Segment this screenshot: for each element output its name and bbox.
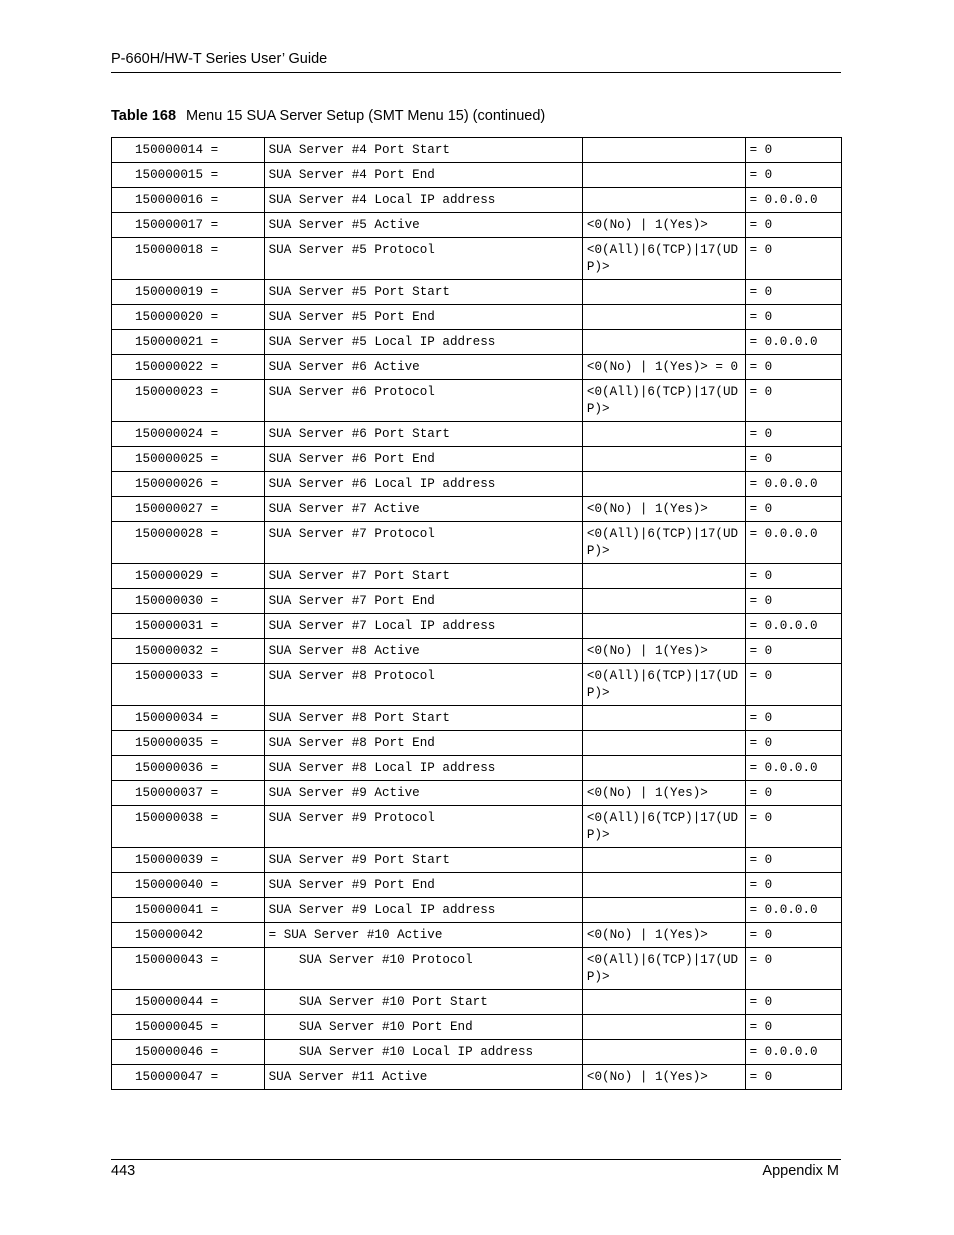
row-options: <0(All)|6(TCP)|17(UDP)> — [582, 806, 745, 848]
table-row — [112, 447, 842, 472]
row-id: 150000046 = — [112, 1040, 265, 1065]
row-options — [582, 873, 745, 898]
row-id: 150000025 = — [112, 447, 265, 472]
row-field: SUA Server #6 Port End — [264, 447, 582, 472]
row-options — [582, 731, 745, 756]
table-row — [112, 781, 842, 806]
table-row — [112, 330, 842, 355]
row-options — [582, 564, 745, 589]
table-row — [112, 990, 842, 1015]
table-row — [112, 163, 842, 188]
sua-server-table — [111, 137, 842, 1090]
row-value: = 0 — [745, 380, 841, 422]
table-row — [112, 497, 842, 522]
row-field: SUA Server #9 Local IP address — [264, 898, 582, 923]
row-options: <0(No) | 1(Yes)> — [582, 781, 745, 806]
row-field: SUA Server #7 Local IP address — [264, 614, 582, 639]
row-value: = 0 — [745, 355, 841, 380]
table-row — [112, 564, 842, 589]
row-field: SUA Server #6 Active — [264, 355, 582, 380]
row-id: 150000043 = — [112, 948, 265, 990]
row-options — [582, 1040, 745, 1065]
row-options — [582, 898, 745, 923]
row-id: 150000026 = — [112, 472, 265, 497]
row-value: = 0 — [745, 1015, 841, 1040]
row-options — [582, 614, 745, 639]
row-options — [582, 188, 745, 213]
row-value: = 0 — [745, 990, 841, 1015]
row-value: = 0 — [745, 305, 841, 330]
row-options — [582, 280, 745, 305]
row-options — [582, 1015, 745, 1040]
row-value: = 0 — [745, 497, 841, 522]
table-row — [112, 238, 842, 280]
row-field: = SUA Server #10 Active — [264, 923, 582, 948]
row-options — [582, 422, 745, 447]
table-row — [112, 213, 842, 238]
table-row — [112, 948, 842, 990]
row-id: 150000044 = — [112, 990, 265, 1015]
page-footer — [111, 1159, 841, 1179]
row-options — [582, 472, 745, 497]
row-value: = 0 — [745, 923, 841, 948]
row-options: <0(All)|6(TCP)|17(UDP)> — [582, 522, 745, 564]
row-id: 150000033 = — [112, 664, 265, 706]
row-options: <0(No) | 1(Yes)> = 0 — [582, 355, 745, 380]
row-field: SUA Server #5 Port End — [264, 305, 582, 330]
row-field: SUA Server #5 Port Start — [264, 280, 582, 305]
row-value: = 0 — [745, 564, 841, 589]
row-field: SUA Server #9 Port Start — [264, 848, 582, 873]
row-value: = 0 — [745, 447, 841, 472]
row-options — [582, 305, 745, 330]
row-value: = 0 — [745, 138, 841, 163]
row-id: 150000019 = — [112, 280, 265, 305]
row-value: = 0.0.0.0 — [745, 614, 841, 639]
table-row — [112, 639, 842, 664]
row-options — [582, 848, 745, 873]
row-id: 150000036 = — [112, 756, 265, 781]
row-field: SUA Server #10 Protocol — [264, 948, 582, 990]
row-id: 150000040 = — [112, 873, 265, 898]
page-number: 443 — [111, 1163, 136, 1179]
row-options — [582, 138, 745, 163]
table-row — [112, 873, 842, 898]
table-row — [112, 806, 842, 848]
row-value: = 0 — [745, 848, 841, 873]
row-options — [582, 990, 745, 1015]
row-id: 150000030 = — [112, 589, 265, 614]
table-row — [112, 188, 842, 213]
table-row — [112, 305, 842, 330]
row-id: 150000047 = — [112, 1065, 265, 1090]
row-value: = 0 — [745, 238, 841, 280]
row-options: <0(No) | 1(Yes)> — [582, 639, 745, 664]
row-options — [582, 589, 745, 614]
row-id: 150000037 = — [112, 781, 265, 806]
table-title: Menu 15 SUA Server Setup (SMT Menu 15) (continued) — [186, 108, 546, 124]
row-id: 150000024 = — [112, 422, 265, 447]
row-value: = 0.0.0.0 — [745, 188, 841, 213]
row-value: = 0 — [745, 948, 841, 990]
row-field: SUA Server #6 Port Start — [264, 422, 582, 447]
row-options: <0(All)|6(TCP)|17(UDP)> — [582, 948, 745, 990]
row-id: 150000045 = — [112, 1015, 265, 1040]
table-row — [112, 1040, 842, 1065]
row-field: SUA Server #7 Active — [264, 497, 582, 522]
row-value: = 0 — [745, 731, 841, 756]
row-value: = 0 — [745, 1065, 841, 1090]
row-options: <0(All)|6(TCP)|17(UDP)> — [582, 664, 745, 706]
table-row — [112, 664, 842, 706]
row-id: 150000023 = — [112, 380, 265, 422]
row-id: 150000021 = — [112, 330, 265, 355]
row-value: = 0 — [745, 639, 841, 664]
table-row — [112, 614, 842, 639]
row-id: 150000042 — [112, 923, 265, 948]
row-id: 150000015 = — [112, 163, 265, 188]
guide-title: P-660H/HW-T Series User’ Guide — [111, 51, 328, 67]
table-row — [112, 280, 842, 305]
row-value: = 0 — [745, 589, 841, 614]
row-id: 150000035 = — [112, 731, 265, 756]
table-row — [112, 422, 842, 447]
page-header — [111, 51, 841, 73]
row-field: SUA Server #7 Protocol — [264, 522, 582, 564]
row-id: 150000031 = — [112, 614, 265, 639]
table-caption — [111, 108, 545, 124]
row-field: SUA Server #7 Port Start — [264, 564, 582, 589]
row-id: 150000016 = — [112, 188, 265, 213]
row-field: SUA Server #8 Port Start — [264, 706, 582, 731]
row-value: = 0.0.0.0 — [745, 522, 841, 564]
row-id: 150000014 = — [112, 138, 265, 163]
row-field: SUA Server #9 Active — [264, 781, 582, 806]
row-value: = 0 — [745, 422, 841, 447]
row-field: SUA Server #6 Protocol — [264, 380, 582, 422]
row-id: 150000041 = — [112, 898, 265, 923]
row-field: SUA Server #10 Port Start — [264, 990, 582, 1015]
table-row — [112, 138, 842, 163]
row-id: 150000027 = — [112, 497, 265, 522]
table-row — [112, 756, 842, 781]
row-id: 150000029 = — [112, 564, 265, 589]
row-id: 150000020 = — [112, 305, 265, 330]
table-row — [112, 923, 842, 948]
row-id: 150000022 = — [112, 355, 265, 380]
row-id: 150000018 = — [112, 238, 265, 280]
row-field: SUA Server #9 Port End — [264, 873, 582, 898]
table-row — [112, 706, 842, 731]
row-value: = 0 — [745, 163, 841, 188]
table-row — [112, 848, 842, 873]
row-field: SUA Server #6 Local IP address — [264, 472, 582, 497]
row-id: 150000032 = — [112, 639, 265, 664]
row-value: = 0.0.0.0 — [745, 898, 841, 923]
row-value: = 0.0.0.0 — [745, 1040, 841, 1065]
table-row — [112, 898, 842, 923]
row-options — [582, 706, 745, 731]
table-row — [112, 355, 842, 380]
table-row — [112, 472, 842, 497]
table-row — [112, 1065, 842, 1090]
row-value: = 0.0.0.0 — [745, 330, 841, 355]
row-value: = 0 — [745, 806, 841, 848]
table-row — [112, 731, 842, 756]
row-id: 150000017 = — [112, 213, 265, 238]
row-options: <0(All)|6(TCP)|17(UDP)> — [582, 238, 745, 280]
row-field: SUA Server #4 Port Start — [264, 138, 582, 163]
row-options: <0(No) | 1(Yes)> — [582, 213, 745, 238]
row-options: <0(No) | 1(Yes)> — [582, 1065, 745, 1090]
row-field: SUA Server #4 Port End — [264, 163, 582, 188]
row-value: = 0.0.0.0 — [745, 756, 841, 781]
row-value: = 0 — [745, 781, 841, 806]
row-field: SUA Server #8 Protocol — [264, 664, 582, 706]
row-options — [582, 756, 745, 781]
row-options: <0(No) | 1(Yes)> — [582, 923, 745, 948]
row-field: SUA Server #8 Local IP address — [264, 756, 582, 781]
row-field: SUA Server #10 Port End — [264, 1015, 582, 1040]
row-id: 150000028 = — [112, 522, 265, 564]
section-name: Appendix M — [762, 1163, 839, 1179]
row-id: 150000038 = — [112, 806, 265, 848]
row-options — [582, 447, 745, 472]
row-field: SUA Server #5 Local IP address — [264, 330, 582, 355]
row-field: SUA Server #7 Port End — [264, 589, 582, 614]
row-value: = 0 — [745, 706, 841, 731]
row-value: = 0 — [745, 873, 841, 898]
row-value: = 0.0.0.0 — [745, 472, 841, 497]
row-field: SUA Server #10 Local IP address — [264, 1040, 582, 1065]
table-row — [112, 522, 842, 564]
row-field: SUA Server #5 Protocol — [264, 238, 582, 280]
row-options: <0(All)|6(TCP)|17(UDP)> — [582, 380, 745, 422]
row-value: = 0 — [745, 213, 841, 238]
row-field: SUA Server #11 Active — [264, 1065, 582, 1090]
row-id: 150000039 = — [112, 848, 265, 873]
row-field: SUA Server #4 Local IP address — [264, 188, 582, 213]
row-value: = 0 — [745, 280, 841, 305]
table-row — [112, 1015, 842, 1040]
row-options — [582, 163, 745, 188]
row-options — [582, 330, 745, 355]
row-id: 150000034 = — [112, 706, 265, 731]
table-row — [112, 589, 842, 614]
row-field: SUA Server #5 Active — [264, 213, 582, 238]
row-field: SUA Server #8 Active — [264, 639, 582, 664]
table-row — [112, 380, 842, 422]
table-number: Table 168 — [111, 108, 177, 124]
row-field: SUA Server #8 Port End — [264, 731, 582, 756]
row-field: SUA Server #9 Protocol — [264, 806, 582, 848]
row-options: <0(No) | 1(Yes)> — [582, 497, 745, 522]
row-value: = 0 — [745, 664, 841, 706]
